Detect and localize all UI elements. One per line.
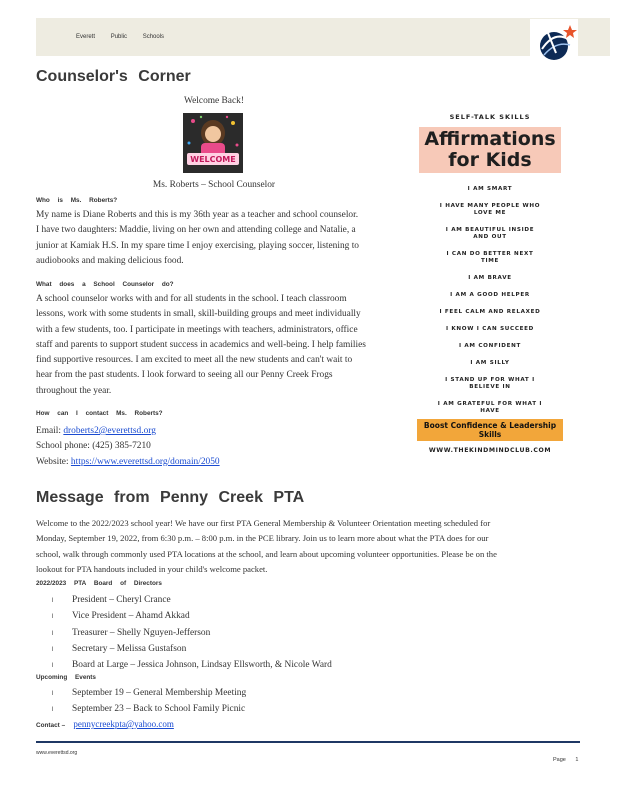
pta-contact-row (36, 719, 174, 729)
phone-text: School phone: (425) 385-7210 (36, 441, 151, 452)
affirmation-item: I FEEL CALM AND RELAXED (439, 309, 541, 315)
website-row (36, 455, 406, 470)
poster-title (419, 127, 561, 173)
affirmation-item: I CAN DO BETTER NEXT TIME (446, 251, 534, 264)
welcome-text: Welcome Back! (184, 96, 244, 106)
paragraph-line: find supportive resources. I am excited to meet all the new students and can't wait to (36, 355, 353, 366)
counselor-title: Counselor's Corner (36, 68, 191, 85)
affirmation-item: I AM GRATEFUL FOR WHAT I HAVE (437, 401, 543, 414)
what-heading: What does a School Counselor do? (36, 281, 174, 288)
list-item (52, 642, 572, 658)
board-member: Vice President – Ahamd Akkad (72, 611, 190, 622)
footer-site[interactable]: www.everettsd.org (36, 750, 78, 756)
pta-email-link[interactable]: pennycreekpta@yahoo.com (73, 719, 174, 729)
paragraph-line: A school counselor works with and for all students in the school. I teach classroom (36, 294, 347, 304)
paragraph-line: school, walk through commonly used PTA locations at the school, and learn about upcoming volunteer opportunities. Please be on the (36, 548, 497, 559)
affirmation-item: I AM CONFIDENT (458, 343, 522, 349)
paragraph-line: I have two daughters: Maddie, living on her own and attending college and Natalie, a (36, 225, 356, 236)
welcome-illustration (183, 113, 243, 173)
board-member: Board at Large – Jessica Johnson, Lindsay Ellsworth, & Nicole Ward (72, 660, 332, 671)
events-list (52, 686, 572, 719)
list-item (52, 686, 572, 702)
svg-text:WELCOME: WELCOME (190, 155, 236, 164)
bullet-icon: l (52, 646, 54, 653)
list-item (52, 593, 572, 609)
page-number: 1 (575, 757, 579, 763)
paragraph-line: with a few students, too. I participate in meetings with teachers, administrators, office (36, 324, 358, 335)
pta-title: Message from Penny Creek PTA (36, 489, 305, 506)
nav-everett[interactable]: Everett (76, 34, 96, 40)
paragraph-line: staff and parents to support student success in academics and well-being. I help families (36, 339, 366, 350)
affirmations-poster (415, 110, 565, 454)
bullet-icon: l (52, 707, 54, 714)
affirmation-item: I HAVE MANY PEOPLE WHO LOVE ME (439, 203, 541, 216)
poster-banner: Boost Confidence & Leadership Skills (417, 419, 563, 441)
affirmation-item: I STAND UP FOR WHAT I BELIEVE IN (445, 377, 535, 390)
email-label: Email: (36, 426, 61, 436)
website-label: Website: (36, 456, 69, 467)
board-member: Secretary – Melissa Gustafson (72, 643, 187, 654)
affirmation-list (415, 186, 565, 415)
board-list (52, 593, 572, 674)
events-heading: Upcoming Events (36, 674, 96, 681)
contact-block (36, 424, 406, 470)
poster-title-line: for Kids (448, 149, 532, 171)
nav-schools[interactable]: Schools (142, 34, 165, 40)
affirmation-item: I KNOW I CAN SUCCEED (445, 326, 535, 332)
poster-title-line: Affirmations (424, 128, 556, 150)
district-logo (530, 19, 578, 69)
affirmation-item: I AM SMART (467, 186, 513, 192)
website-link[interactable]: https://www.everettsd.org/domain/2050 (70, 456, 220, 467)
list-item (52, 702, 572, 718)
who-paragraph (36, 208, 406, 269)
bullet-icon: l (52, 663, 54, 670)
affirmation-item: I AM A GOOD HELPER (450, 292, 530, 298)
contact-heading: How can I contact Ms. Roberts? (36, 410, 163, 417)
paragraph-line: Monday, September 19, 2022, from 6:30 p.m. – 8:00 p.m. in the PCE library. Join us to learn more about what the PTA does for our (36, 533, 489, 544)
counselor-caption: Ms. Roberts – School Counselor (152, 180, 276, 190)
poster-kicker: SELF-TALK SKILLS (449, 113, 531, 121)
paragraph-line: hear from the past students. I look forward to seeing all our Penny Creek Frogs (36, 370, 333, 381)
affirmation-item: I AM BRAVE (468, 275, 512, 281)
bullet-icon: l (52, 691, 54, 697)
email-link[interactable]: droberts2@everettsd.org (63, 426, 156, 436)
bullet-icon: l (52, 614, 54, 621)
paragraph-line: Welcome to the 2022/2023 school year! We have our first PTA General Membership & Volunteer Orientation meeting scheduled for (36, 518, 491, 528)
paragraph-line: throughout the year. (36, 385, 112, 396)
list-item (52, 626, 572, 642)
event-item: September 23 – Back to School Family Picnic (72, 704, 246, 715)
email-row (36, 424, 406, 439)
paragraph-line: audiobooks and making delicious food. (36, 255, 184, 266)
nav-public[interactable]: Public (110, 34, 128, 40)
list-item (52, 609, 572, 625)
affirmation-item: I AM SILLY (470, 360, 510, 366)
who-heading: Who is Ms. Roberts? (36, 197, 118, 204)
what-paragraph (36, 292, 406, 399)
pta-intro (36, 516, 581, 577)
event-item: September 19 – General Membership Meeting (72, 688, 247, 698)
footer-divider (36, 741, 580, 743)
header-nav (76, 34, 178, 40)
board-member: President – Cheryl Crance (72, 595, 171, 605)
page-label: Page (553, 757, 566, 763)
paragraph-line: lessons, work with some students in small, skill-building groups and meet individually (36, 309, 361, 320)
board-heading: 2022/2023 PTA Board of Directors (36, 580, 162, 587)
bullet-icon: l (52, 630, 54, 637)
paragraph-line: My name is Diane Roberts and this is my 36th year as a teacher and school counselor. (36, 210, 359, 220)
pta-contact-label: Contact – (36, 722, 66, 729)
page-indicator (553, 757, 578, 763)
paragraph-line: junior at Kamiak H.S. In my spare time I enjoy exercising, playing soccer, listening to (36, 240, 359, 251)
bullet-icon: l (52, 598, 54, 604)
board-member: Treasurer – Shelly Nguyen-Jefferson (72, 627, 211, 638)
affirmation-item: I AM BEAUTIFUL INSIDE AND OUT (445, 227, 535, 240)
paragraph-line: lookout for PTA handouts included in your child's welcome packet. (36, 563, 268, 574)
list-item (52, 658, 572, 674)
poster-url: WWW.THEKINDMINDCLUB.COM (428, 447, 552, 454)
